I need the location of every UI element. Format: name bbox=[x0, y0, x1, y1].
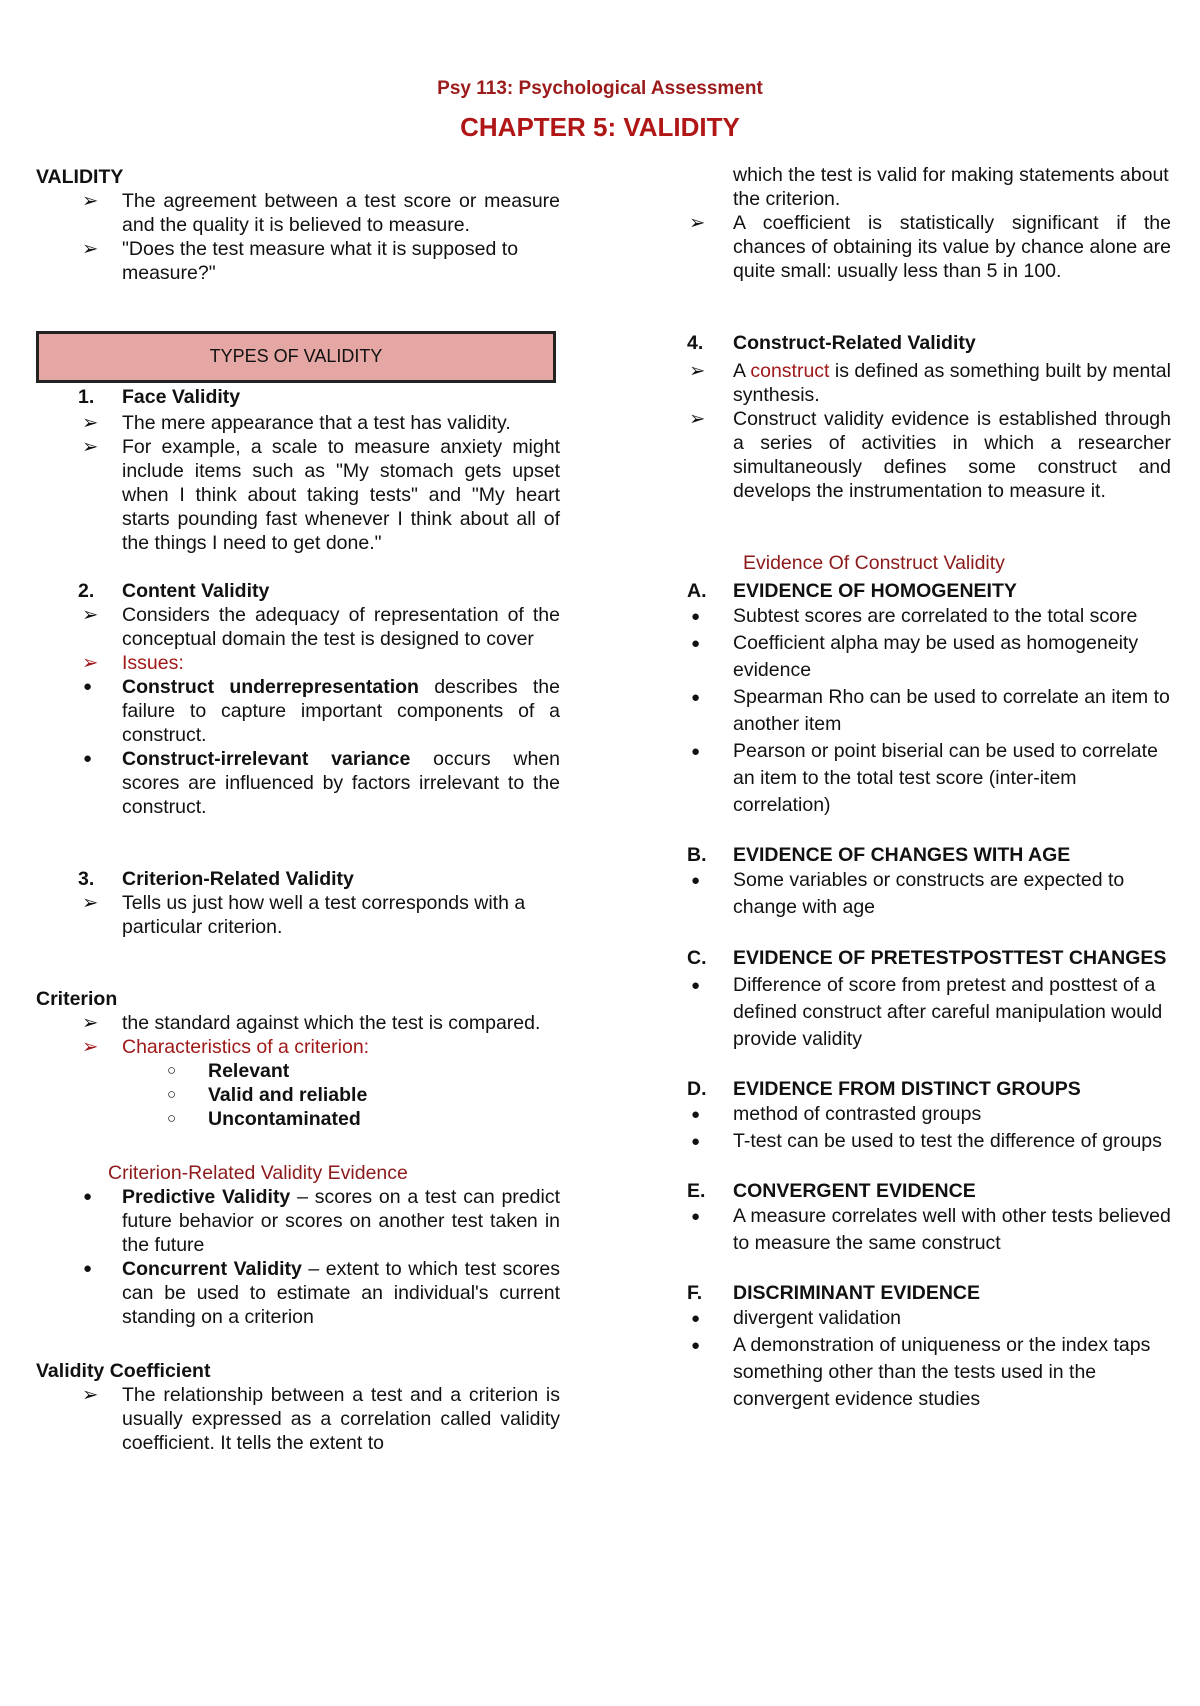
list-item: ○ Uncontaminated bbox=[167, 1108, 361, 1130]
arrow-bullet-icon: ➢ bbox=[82, 892, 99, 914]
continuation-text: which the test is valid for making statements about the criterion. bbox=[733, 164, 1169, 210]
list-item: ● Coefficient alpha may be used as homogeneity evidence bbox=[691, 632, 1139, 681]
list-item: ● method of contrasted groups bbox=[689, 1101, 1171, 1128]
list-item: ● A demonstration of uniqueness or the index taps something other than the tests used in the convergent evidence studies bbox=[691, 1334, 1151, 1410]
list-item: ● divergent validation bbox=[689, 1305, 1171, 1332]
bullet-dot-icon: ● bbox=[83, 1188, 93, 1205]
evidence-group-heading: A. EVIDENCE OF HOMOGENEITY bbox=[687, 580, 1017, 602]
bullet-dot-icon: ● bbox=[83, 678, 93, 695]
list-item: ● Construct-irrelevant variance occurs when scores are influenced by factors irrelevant to the construct. bbox=[83, 748, 560, 818]
list-item: ➢ Construct validity evidence is established through a series of activities in which a researcher simultaneously defines some construct and develops the instrumentation to measure it. bbox=[689, 408, 1171, 502]
bullet-dot-icon: ● bbox=[691, 872, 701, 889]
list-item: ● Difference of score from pretest and posttest of a defined construct after careful manipulation would provide validity bbox=[691, 974, 1163, 1050]
arrow-bullet-icon: ➢ bbox=[82, 412, 99, 434]
bullet-dot-icon: ● bbox=[83, 750, 93, 767]
bullet-dot-icon: ● bbox=[691, 608, 701, 625]
list-item: ➢ The mere appearance that a test has validity. bbox=[82, 412, 511, 434]
evidence-group-heading: F. DISCRIMINANT EVIDENCE bbox=[687, 1282, 981, 1304]
bullet-dot-icon: ● bbox=[691, 635, 701, 652]
bullet-dot-icon: ● bbox=[691, 1106, 701, 1123]
bullet-dot-icon: ● bbox=[691, 1310, 701, 1327]
list-item: ● Subtest scores are correlated to the total score bbox=[689, 603, 1171, 630]
list-item: ● Spearman Rho can be used to correlate an item to another item bbox=[691, 686, 1170, 735]
bullet-dot-icon: ● bbox=[691, 1337, 701, 1354]
list-item: ● Predictive Validity – scores on a test can predict future behavior or scores on another test taken in the future bbox=[83, 1186, 560, 1256]
list-item: ● Pearson or point biserial can be used to correlate an item to the total test score (inter-item correlation) bbox=[691, 740, 1158, 816]
content-validity-heading: 2. Content Validity bbox=[78, 580, 270, 602]
arrow-bullet-icon: ➢ bbox=[82, 1384, 99, 1406]
list-item: ➢ For example, a scale to measure anxiety might include items such as "My stomach gets upset when I think about taking tests" and "My heart starts pounding fast whenever I think about all of the things I need to get done." bbox=[82, 436, 560, 554]
list-item: ● A measure correlates well with other tests believed to measure the same construct bbox=[691, 1205, 1171, 1254]
list-item: ➢ A coefficient is statistically significant if the chances of obtaining its value by chance alone are quite small: usually less than 5 in 100. bbox=[689, 212, 1171, 282]
list-item: ➢ Considers the adequacy of representation of the conceptual domain the test is designed to cover bbox=[82, 604, 560, 650]
evidence-group-heading: B. EVIDENCE OF CHANGES WITH AGE bbox=[687, 844, 1071, 866]
criterion-related-heading: 3. Criterion-Related Validity bbox=[78, 868, 354, 890]
characteristics-label: ➢ Characteristics of a criterion: bbox=[82, 1036, 370, 1058]
right-column bbox=[689, 163, 1171, 1413]
list-item: ➢ Tells us just how well a test corresponds with a particular criterion. bbox=[82, 892, 526, 938]
validity-heading: VALIDITY bbox=[36, 166, 124, 188]
issues-label: ➢ Issues: bbox=[82, 652, 184, 674]
list-item: ➢ "Does the test measure what it is supposed to measure?" bbox=[82, 238, 519, 284]
construct-validity-heading: 4. Construct-Related Validity bbox=[687, 332, 976, 354]
arrow-bullet-icon: ➢ bbox=[82, 436, 99, 458]
arrow-bullet-icon: ➢ bbox=[82, 238, 99, 260]
construct-evidence-heading: Evidence Of Construct Validity bbox=[743, 552, 1005, 574]
circle-bullet-icon: ○ bbox=[167, 1086, 177, 1103]
list-item: ➢ the standard against which the test is compared. bbox=[82, 1012, 541, 1034]
list-item: ● T-test can be used to test the difference of groups bbox=[689, 1128, 1171, 1155]
arrow-bullet-icon: ➢ bbox=[82, 1012, 99, 1034]
list-item: ○ Valid and reliable bbox=[167, 1084, 368, 1106]
arrow-bullet-icon: ➢ bbox=[82, 652, 99, 674]
types-of-validity-box: TYPES OF VALIDITY bbox=[36, 331, 556, 383]
circle-bullet-icon: ○ bbox=[167, 1110, 177, 1127]
left-column bbox=[36, 165, 560, 1455]
evidence-group-heading: E. CONVERGENT EVIDENCE bbox=[687, 1180, 976, 1202]
arrow-bullet-icon: ➢ bbox=[82, 1036, 99, 1058]
course-title: Psy 113: Psychological Assessment bbox=[437, 78, 763, 99]
list-item: ● Concurrent Validity – extent to which test scores can be used to estimate an individual's current standing on a criterion bbox=[83, 1258, 561, 1328]
arrow-bullet-icon: ➢ bbox=[689, 212, 706, 234]
bullet-dot-icon: ● bbox=[691, 1133, 701, 1150]
bullet-dot-icon: ● bbox=[691, 689, 701, 706]
evidence-group-heading: D. EVIDENCE FROM DISTINCT GROUPS bbox=[687, 1078, 1081, 1100]
face-validity-heading: 1. Face Validity bbox=[78, 386, 241, 408]
validity-coefficient-heading: Validity Coefficient bbox=[36, 1360, 211, 1382]
list-item: ➢ The relationship between a test and a criterion is usually expressed as a correlation called validity coefficient. It tells the extent to bbox=[82, 1384, 560, 1454]
list-item: ➢ A construct is defined as something built by mental synthesis. bbox=[689, 360, 1171, 406]
arrow-bullet-icon: ➢ bbox=[82, 190, 99, 212]
bullet-dot-icon: ● bbox=[691, 743, 701, 760]
arrow-bullet-icon: ➢ bbox=[82, 604, 99, 626]
circle-bullet-icon: ○ bbox=[167, 1062, 177, 1079]
criterion-heading: Criterion bbox=[36, 988, 118, 1010]
list-item: ● Some variables or constructs are expected to change with age bbox=[691, 869, 1125, 918]
chapter-title: CHAPTER 5: VALIDITY bbox=[460, 112, 740, 142]
bullet-dot-icon: ● bbox=[83, 1260, 93, 1277]
evidence-group-heading: C. EVIDENCE OF PRETESTPOSTTEST CHANGES bbox=[687, 947, 1167, 969]
list-item: ○ Relevant bbox=[167, 1060, 290, 1082]
bullet-dot-icon: ● bbox=[691, 977, 701, 994]
arrow-bullet-icon: ➢ bbox=[689, 408, 706, 430]
list-item: ➢ The agreement between a test score or measure and the quality it is believed to measure. bbox=[82, 190, 560, 236]
list-item: ● Construct underrepresentation describes the failure to capture important components of a construct. bbox=[83, 676, 560, 746]
criterion-evidence-heading: Criterion-Related Validity Evidence bbox=[108, 1162, 408, 1184]
arrow-bullet-icon: ➢ bbox=[689, 360, 706, 382]
bullet-dot-icon: ● bbox=[691, 1208, 701, 1225]
